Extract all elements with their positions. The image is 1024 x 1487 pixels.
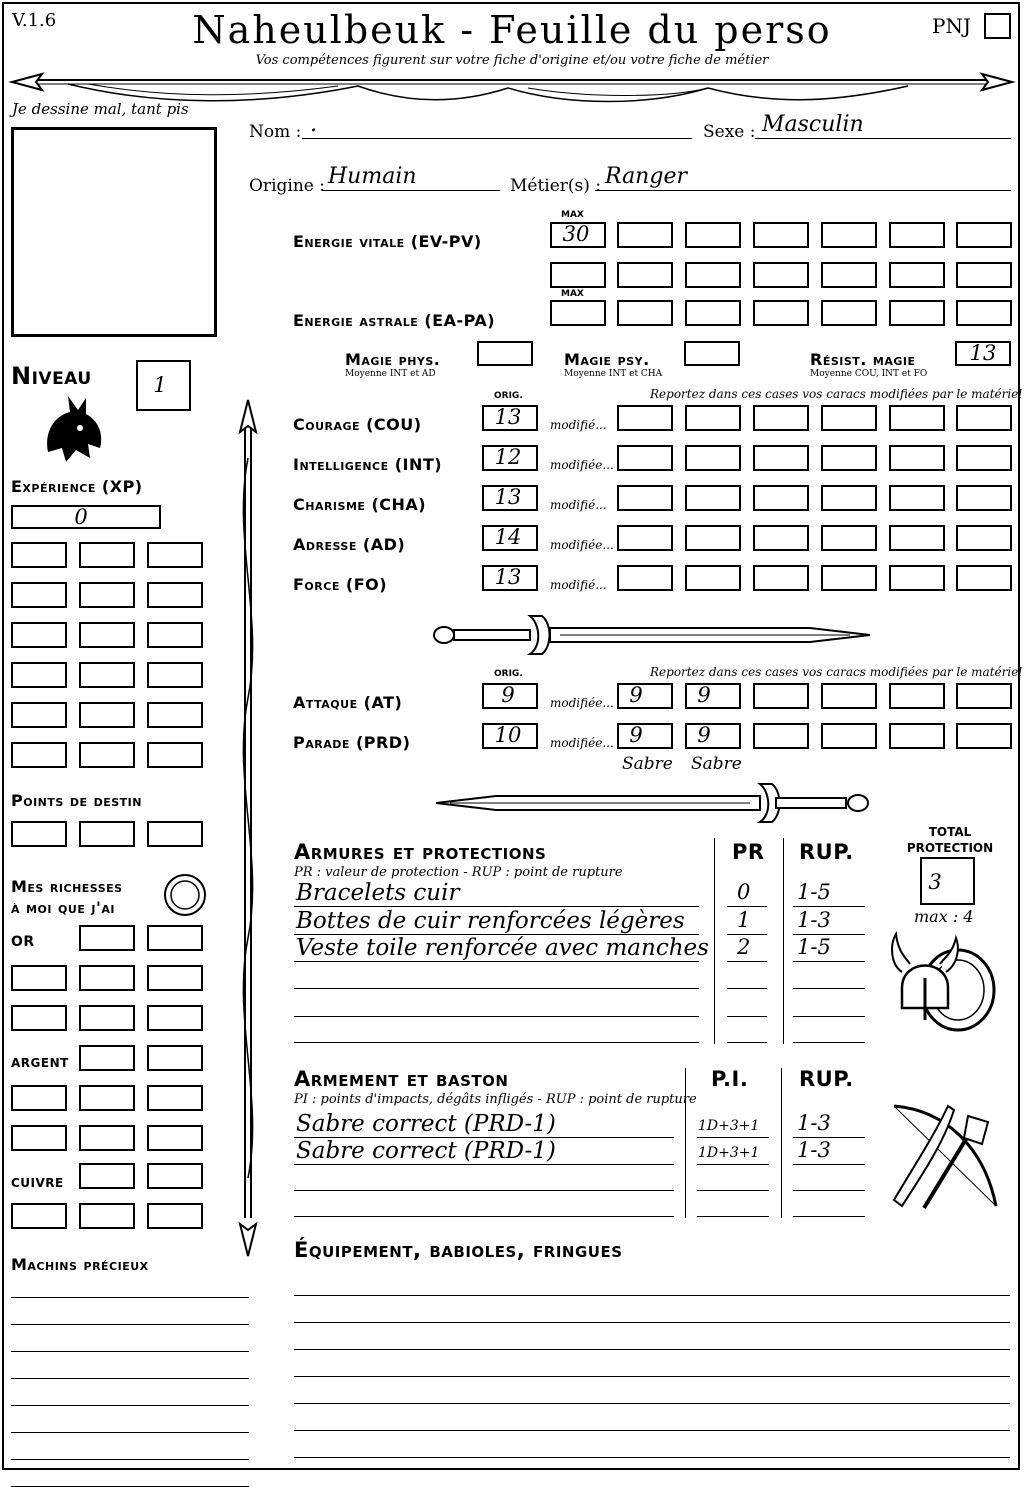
money-box-argent[interactable] [147, 1125, 203, 1151]
weapons-note: PI : points d'impacts, dégâts infligés - RUP : point de rupture [294, 1092, 697, 1107]
weapons-col-divider-2 [781, 1068, 782, 1218]
stat-modified-box[interactable] [889, 485, 945, 511]
origine-value[interactable]: Humain [328, 164, 417, 189]
ev-box[interactable] [956, 262, 1012, 288]
xp-box[interactable] [11, 662, 67, 688]
stats-report-note: Reportez dans ces cases vos caracs modifiées par le matériel [650, 387, 1023, 401]
combat-modified-label: modifiée... [550, 696, 614, 710]
armor-item-pr[interactable]: 0 [737, 880, 751, 904]
money-box-or[interactable] [11, 1005, 67, 1031]
stat-orig-value: 14 [494, 525, 522, 549]
stat-label: Courage (COU) [293, 415, 422, 434]
sword-icon [430, 778, 876, 828]
combat-orig-value: 10 [494, 723, 522, 747]
machins-line[interactable] [11, 1378, 249, 1379]
stat-orig-value: 13 [494, 405, 522, 429]
weapon-item-pi[interactable]: 1D+3+1 [698, 1118, 760, 1134]
xp-box[interactable] [11, 622, 67, 648]
armor-pr-line[interactable] [727, 988, 767, 989]
stat-modified-box[interactable] [753, 405, 809, 431]
destin-box[interactable] [79, 821, 135, 847]
resist-magie-label: Résist. magie [810, 350, 916, 369]
metier-line [595, 190, 1011, 191]
combat-orig-value: 9 [501, 683, 515, 707]
machins-line[interactable] [11, 1324, 249, 1325]
sexe-value[interactable]: Masculin [762, 112, 864, 137]
armor-item-rup[interactable]: 1-3 [797, 908, 831, 932]
destin-label: Points de destin [11, 791, 142, 810]
armor-pr-line[interactable] [727, 906, 767, 907]
xp-box[interactable] [79, 662, 135, 688]
stat-label: Charisme (CHA) [293, 495, 427, 514]
stat-modified-box[interactable] [821, 405, 877, 431]
xp-box[interactable] [147, 662, 203, 688]
equipment-line[interactable] [294, 1376, 1010, 1377]
magie-phys-note: Moyenne INT et AD [345, 369, 436, 379]
stat-modified-box[interactable] [753, 485, 809, 511]
combat-modified-box[interactable] [753, 723, 809, 749]
armor-name-line[interactable] [294, 988, 699, 989]
stat-modified-box[interactable] [889, 565, 945, 591]
stat-modified-label: modifiée... [550, 458, 614, 472]
ev-box[interactable] [753, 262, 809, 288]
equipment-line[interactable] [294, 1430, 1010, 1431]
combat-modified-box[interactable] [956, 683, 1012, 709]
combat-modified-value: 9 [629, 723, 643, 747]
max-protection-note: max : 4 [914, 907, 974, 926]
ev-box[interactable] [889, 262, 945, 288]
weapon-name-line[interactable] [294, 1190, 674, 1191]
stat-modified-box[interactable] [956, 405, 1012, 431]
stat-modified-box[interactable] [889, 445, 945, 471]
weapon-item-name[interactable]: Sabre correct (PRD-1) [296, 1111, 556, 1137]
pnj-checkbox[interactable] [984, 13, 1011, 39]
origine-label: Origine : [249, 176, 325, 196]
stat-orig-value: 13 [494, 485, 522, 509]
combat-modified-box[interactable] [821, 683, 877, 709]
sheet-title: Naheulbeuk - Feuille du perso [192, 8, 832, 52]
ea-box[interactable] [617, 300, 673, 326]
stat-modified-label: modifié... [550, 418, 607, 432]
magie-phys-label: Magie phys. [345, 350, 441, 369]
armor-rup-header: RUP. [799, 840, 854, 864]
ev-box[interactable] [821, 222, 877, 248]
stat-modified-box[interactable] [685, 485, 741, 511]
nom-value[interactable]: . [310, 112, 317, 137]
weapon-item-pi[interactable]: 1D+3+1 [698, 1145, 760, 1161]
portrait-box[interactable] [11, 127, 217, 337]
ea-box[interactable] [889, 300, 945, 326]
total-protection-label-1: TOTAL [928, 825, 972, 839]
destin-box[interactable] [147, 821, 203, 847]
money-box-argent[interactable] [79, 1045, 135, 1071]
weapons-col-divider-1 [685, 1068, 686, 1218]
stat-modified-box[interactable] [685, 445, 741, 471]
xp-box[interactable] [147, 622, 203, 648]
stat-modified-label: modifiée... [550, 538, 614, 552]
resist-magie-note: Moyenne COU, INT et FO [810, 369, 928, 379]
xp-box[interactable] [147, 582, 203, 608]
ea-label: Energie astrale (EA-PA) [293, 311, 496, 330]
combat-modified-box[interactable] [821, 723, 877, 749]
armor-col-divider-2 [783, 838, 784, 1044]
money-box-cuivre[interactable] [79, 1163, 135, 1189]
stat-label: Intelligence (INT) [293, 455, 443, 474]
coin-icon [162, 872, 208, 918]
stat-modified-box[interactable] [617, 485, 673, 511]
weapon-note-2: Sabre [691, 754, 742, 774]
money-box-argent[interactable] [79, 1085, 135, 1111]
armor-pr-line[interactable] [727, 961, 767, 962]
portrait-caption: Je dessine mal, tant pis [12, 100, 189, 118]
nom-line [302, 138, 692, 139]
ea-max-label: MAX [561, 289, 584, 299]
ea-box[interactable] [753, 300, 809, 326]
origine-line [322, 190, 500, 191]
money-box-or[interactable] [147, 965, 203, 991]
ea-box[interactable] [685, 300, 741, 326]
stat-orig-value: 12 [494, 445, 522, 469]
niveau-label: Niveau [11, 362, 92, 390]
weapon-note-1: Sabre [622, 754, 673, 774]
armor-col-divider-1 [714, 838, 715, 1044]
ev-box[interactable] [821, 262, 877, 288]
combat-modified-value: 9 [629, 683, 643, 707]
stat-modified-box[interactable] [821, 565, 877, 591]
combat-modified-box[interactable] [889, 723, 945, 749]
magie-psy-label: Magie psy. [564, 350, 650, 369]
armor-name-line[interactable] [294, 1042, 699, 1043]
xp-box[interactable] [11, 542, 67, 568]
money-box-or[interactable] [11, 965, 67, 991]
combat-modified-label: modifiée... [550, 736, 614, 750]
armor-pr-line[interactable] [727, 1016, 767, 1017]
combat-modified-box[interactable] [889, 683, 945, 709]
cuivre-label: CUIVRE [11, 1176, 64, 1190]
stat-modified-box[interactable] [685, 565, 741, 591]
xp-box[interactable] [147, 542, 203, 568]
stat-modified-box[interactable] [617, 565, 673, 591]
armor-rup-line[interactable] [793, 961, 865, 962]
ev-max-value: 30 [562, 222, 590, 246]
equipment-line[interactable] [294, 1295, 1010, 1296]
ev-box[interactable] [956, 222, 1012, 248]
weapon-name-line[interactable] [294, 1216, 674, 1217]
weapon-pi-line[interactable] [697, 1216, 769, 1217]
richesses-label-1: Mes richesses [11, 877, 123, 896]
armor-name-line[interactable] [294, 906, 699, 907]
stat-label: Force (FO) [293, 575, 388, 594]
armor-item-name[interactable]: Veste toile renforcée avec manches [296, 935, 709, 961]
weapon-pi-line[interactable] [697, 1137, 769, 1138]
armor-rup-line[interactable] [793, 988, 865, 989]
equipment-title: Équipement, babioles, fringues [294, 1238, 623, 1262]
stat-modified-box[interactable] [753, 525, 809, 551]
armor-item-rup[interactable]: 1-5 [797, 880, 831, 904]
combat-label: Attaque (AT) [293, 693, 403, 712]
metier-value[interactable]: Ranger [605, 164, 687, 189]
money-box-or[interactable] [79, 1005, 135, 1031]
magie-psy-box[interactable] [684, 341, 740, 366]
stat-modified-box[interactable] [685, 405, 741, 431]
money-box-or[interactable] [147, 1005, 203, 1031]
stat-modified-box[interactable] [956, 445, 1012, 471]
combat-modified-box[interactable] [753, 683, 809, 709]
equipment-line[interactable] [294, 1322, 1010, 1323]
machins-line[interactable] [11, 1351, 249, 1352]
ev-box[interactable] [753, 222, 809, 248]
richesses-label-2: à moi que j'ai [11, 898, 116, 917]
money-box-or[interactable] [79, 925, 135, 951]
xp-box[interactable] [11, 742, 67, 768]
stat-modified-box[interactable] [956, 565, 1012, 591]
pnj-label: PNJ [932, 14, 971, 38]
combat-report-note: Reportez dans ces cases vos caracs modifiées par le matériel [650, 665, 1023, 679]
armor-rup-line[interactable] [793, 1016, 865, 1017]
money-box-cuivre[interactable] [11, 1203, 67, 1229]
stat-modified-box[interactable] [685, 525, 741, 551]
ev-box[interactable] [617, 262, 673, 288]
stats-orig-header: ORIG. [494, 391, 523, 401]
weapons-icon [884, 1096, 1008, 1218]
magie-phys-box[interactable] [477, 341, 533, 366]
weapon-name-line[interactable] [294, 1164, 674, 1165]
money-box-or[interactable] [79, 965, 135, 991]
money-box-or[interactable] [147, 925, 203, 951]
stat-modified-box[interactable] [821, 485, 877, 511]
xp-box[interactable] [79, 622, 135, 648]
combat-modified-value: 9 [697, 683, 711, 707]
sheet-subtitle: Vos compétences figurent sur votre fiche d'origine et/ou votre fiche de métier [255, 53, 769, 68]
armor-rup-line[interactable] [793, 906, 865, 907]
spear-icon [228, 398, 268, 1258]
weapon-rup-line[interactable] [793, 1164, 865, 1165]
weapon-pi-line[interactable] [697, 1164, 769, 1165]
xp-box[interactable] [11, 702, 67, 728]
stat-modified-box[interactable] [889, 525, 945, 551]
armor-item-name[interactable]: Bracelets cuir [296, 880, 460, 906]
weapon-item-rup[interactable]: 1-3 [797, 1111, 831, 1135]
armor-item-rup[interactable]: 1-5 [797, 935, 831, 959]
armor-title: Armures et protections [294, 840, 547, 864]
ev-max-label: MAX [561, 210, 584, 220]
stat-modified-box[interactable] [821, 445, 877, 471]
metier-label: Métier(s) : [510, 176, 602, 196]
armor-note: PR : valeur de protection - RUP : point de rupture [294, 865, 623, 880]
ea-box[interactable] [956, 300, 1012, 326]
sexe-label: Sexe : [703, 122, 756, 142]
ea-max-box[interactable] [550, 300, 606, 326]
xp-box[interactable] [79, 542, 135, 568]
sexe-line [755, 138, 1011, 139]
equipment-line[interactable] [294, 1457, 1010, 1458]
weapon-item-rup[interactable]: 1-3 [797, 1138, 831, 1162]
weapons-rup-header: RUP. [799, 1067, 854, 1091]
xp-box[interactable] [11, 582, 67, 608]
magie-psy-note: Moyenne INT et CHA [564, 369, 663, 379]
armor-item-name[interactable]: Bottes de cuir renforcées légères [296, 908, 685, 934]
stat-modified-box[interactable] [617, 445, 673, 471]
stat-modified-box[interactable] [956, 525, 1012, 551]
stat-modified-label: modifié... [550, 498, 607, 512]
ev-box[interactable] [685, 262, 741, 288]
armor-pr-line[interactable] [727, 1042, 767, 1043]
money-box-argent[interactable] [11, 1085, 67, 1111]
combat-modified-box[interactable] [956, 723, 1012, 749]
xp-label: Expérience (XP) [11, 477, 143, 496]
total-protection-label-2: PROTECTION [906, 841, 994, 855]
machins-line[interactable] [11, 1459, 249, 1460]
combat-orig-header: ORIG. [494, 669, 523, 679]
resist-magie-value: 13 [969, 341, 997, 365]
stat-modified-box[interactable] [889, 405, 945, 431]
total-protection-value: 3 [928, 870, 942, 894]
machins-line[interactable] [11, 1432, 249, 1433]
ev-label: Energie vitale (EV-PV) [293, 232, 482, 251]
equipment-line[interactable] [294, 1403, 1010, 1404]
ev-box[interactable] [550, 262, 606, 288]
money-box-argent[interactable] [147, 1085, 203, 1111]
equipment-line[interactable] [294, 1349, 1010, 1350]
weapons-pi-header: P.I. [711, 1067, 749, 1091]
armor-item-pr[interactable]: 1 [737, 908, 751, 932]
money-box-cuivre[interactable] [79, 1203, 135, 1229]
stat-modified-box[interactable] [617, 525, 673, 551]
weapon-pi-line[interactable] [697, 1190, 769, 1191]
money-box-cuivre[interactable] [147, 1163, 203, 1189]
stat-modified-box[interactable] [753, 445, 809, 471]
armor-name-line[interactable] [294, 961, 699, 962]
money-box-argent[interactable] [11, 1125, 67, 1151]
xp-box[interactable] [147, 742, 203, 768]
machins-line[interactable] [11, 1405, 249, 1406]
nom-label: Nom : [249, 122, 302, 142]
machins-label: Machins précieux [11, 1255, 149, 1274]
dragon-head-icon [40, 392, 106, 466]
xp-box[interactable] [79, 742, 135, 768]
stat-modified-box[interactable] [753, 565, 809, 591]
money-box-argent[interactable] [79, 1125, 135, 1151]
xp-box[interactable] [79, 582, 135, 608]
money-box-cuivre[interactable] [147, 1203, 203, 1229]
xp-box[interactable] [79, 702, 135, 728]
xp-value: 0 [74, 505, 88, 529]
ea-box[interactable] [821, 300, 877, 326]
armor-name-line[interactable] [294, 1016, 699, 1017]
stat-orig-value: 13 [494, 565, 522, 589]
destin-box[interactable] [11, 821, 67, 847]
armor-pr-header: PR [732, 840, 765, 864]
weapon-item-name[interactable]: Sabre correct (PRD-1) [296, 1138, 556, 1164]
ev-box[interactable] [685, 222, 741, 248]
ev-box[interactable] [617, 222, 673, 248]
money-box-argent[interactable] [147, 1045, 203, 1071]
stat-modified-box[interactable] [821, 525, 877, 551]
or-label: OR [11, 934, 35, 950]
armor-rup-line[interactable] [793, 1042, 865, 1043]
weapon-rup-line[interactable] [793, 1216, 865, 1217]
stat-modified-label: modifié... [550, 578, 607, 592]
xp-box[interactable] [147, 702, 203, 728]
viking-helmet-shield-icon [888, 928, 1004, 1038]
stat-modified-box[interactable] [617, 405, 673, 431]
sword-icon [430, 610, 876, 660]
argent-label: ARGENT [11, 1056, 69, 1070]
armor-item-pr[interactable]: 2 [737, 935, 751, 959]
weapon-rup-line[interactable] [793, 1190, 865, 1191]
version-label: V.1.6 [12, 10, 57, 31]
stat-label: Adresse (AD) [293, 535, 406, 554]
weapons-title: Armement et baston [294, 1067, 509, 1091]
machins-line[interactable] [11, 1297, 249, 1298]
niveau-value: 1 [153, 373, 167, 397]
stat-modified-box[interactable] [956, 485, 1012, 511]
combat-label: Parade (PRD) [293, 733, 411, 752]
ev-box[interactable] [889, 222, 945, 248]
combat-modified-value: 9 [697, 723, 711, 747]
